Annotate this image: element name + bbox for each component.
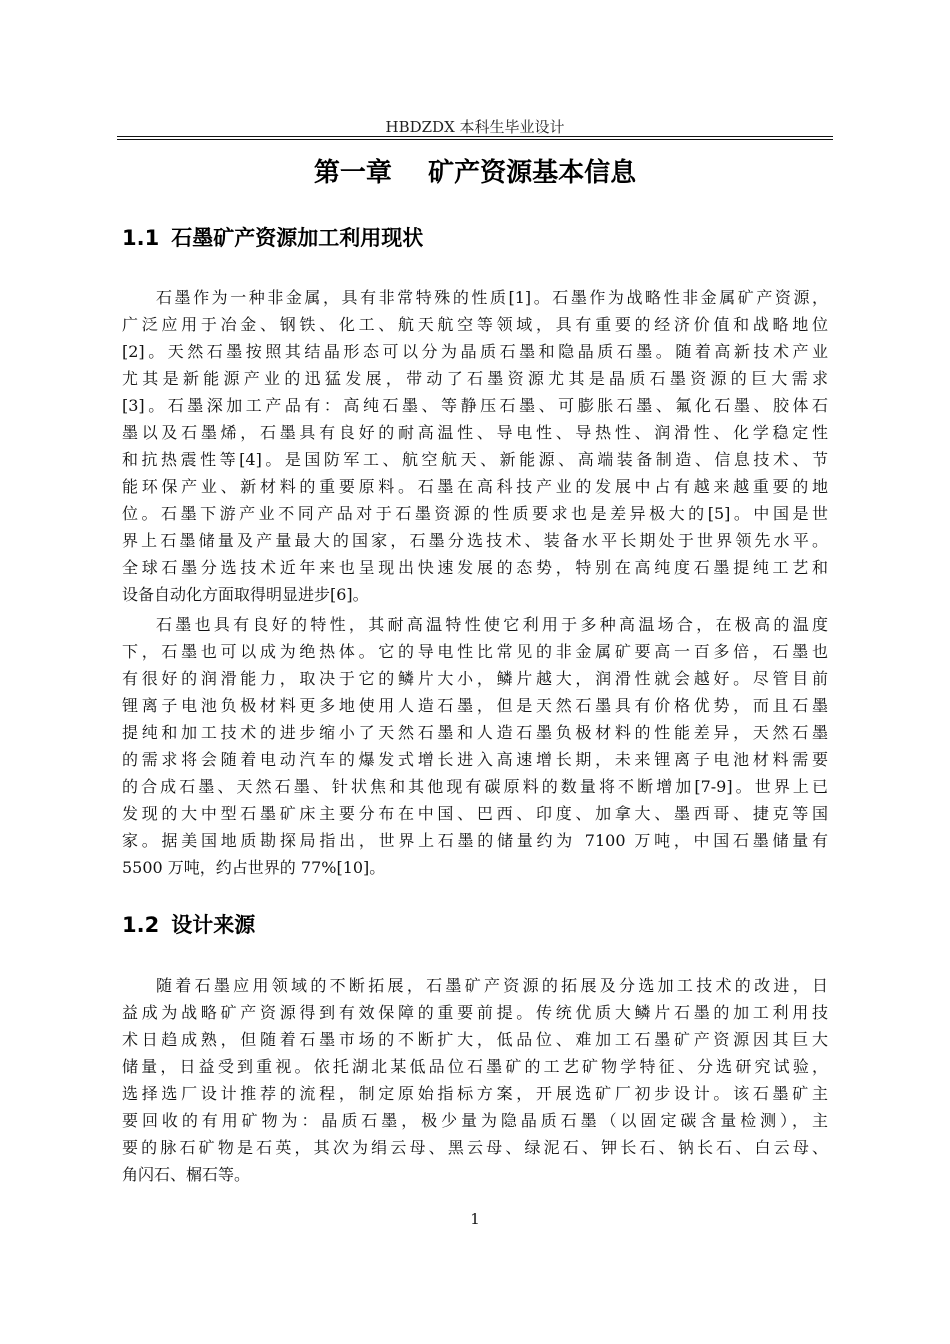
paragraph-line: 5500 万吨，约占世界的 77%[10]。 — [122, 858, 386, 877]
page-number: 1 — [470, 1210, 480, 1228]
paragraph-line: [3]。石墨深加工产品有：高纯石墨、等静压石墨、可膨胀石墨、氟化石墨、胶体石 — [122, 396, 828, 415]
section-1-2-paragraph-1 — [122, 972, 828, 1188]
section-heading-1-1 — [122, 223, 423, 253]
paragraph-line: 要回收的有用矿物为：晶质石墨，极少量为隐晶质石墨（以固定碳含量检测），主 — [122, 1111, 828, 1130]
paragraph-line: 和抗热震性等[4]。是国防军工、航空航天、新能源、高端装备制造、信息技术、节 — [122, 450, 828, 469]
paragraph-line: [2]。天然石墨按照其结晶形态可以分为晶质石墨和隐晶质石墨。随着高新技术产业 — [122, 342, 828, 361]
paragraph-line: 石墨也具有良好的特性，其耐高温特性使它利用于多种高温场合，在极高的温度 — [156, 615, 828, 634]
paragraph-line: 下，石墨也可以成为绝热体。它的导电性比常见的非金属矿要高一百多倍，石墨也 — [122, 642, 828, 661]
section-1-1-paragraph-1 — [122, 284, 828, 608]
section-title: 石墨矿产资源加工利用现状 — [171, 226, 424, 250]
paragraph-line: 储量，日益受到重视。依托湖北某低品位石墨矿的工艺矿物学特征、分选研究试验， — [122, 1057, 828, 1076]
section-1-1-paragraph-2 — [122, 611, 828, 881]
paragraph-line: 的需求将会随着电动汽车的爆发式增长进入高速增长期，未来锂离子电池材料需要 — [122, 750, 828, 769]
paragraph-line: 提纯和加工技术的进步缩小了天然石墨和人造石墨负极材料的性能差异，天然石墨 — [122, 723, 828, 742]
paragraph-line: 设备自动化方面取得明显进步[6]。 — [122, 585, 369, 604]
paragraph-line: 位。石墨下游产业不同产品对于石墨资源的性质要求也是差异极大的[5]。中国是世 — [122, 504, 828, 523]
paragraph-line: 广泛应用于冶金、钢铁、化工、航天航空等领域，具有重要的经济价值和战略地位 — [122, 315, 828, 334]
paragraph-line: 能环保产业、新材料的重要原料。石墨在高科技产业的发展中占有越来越重要的地 — [122, 477, 828, 496]
section-number: 1.1 — [122, 226, 160, 250]
paragraph-line: 全球石墨分选技术近年来也呈现出快速发展的态势，特别在高纯度石墨提纯工艺和 — [122, 558, 828, 577]
chapter-title: 第一章 矿产资源基本信息 — [313, 158, 637, 188]
paragraph-line: 选择选厂设计推荐的流程，制定原始指标方案，开展选矿厂初步设计。该石墨矿主 — [122, 1084, 828, 1103]
paragraph-line: 有很好的润滑能力，取决于它的鳞片大小，鳞片越大，润滑性就会越好。尽管目前 — [122, 669, 828, 688]
paragraph-line: 尤其是新能源产业的迅猛发展，带动了石墨资源尤其是晶质石墨资源的巨大需求 — [122, 369, 828, 388]
header-rule — [117, 136, 833, 140]
paragraph-line: 术日趋成熟，但随着石墨市场的不断扩大，低品位、难加工石墨矿产资源因其巨大 — [122, 1030, 828, 1049]
running-header: HBDZDX 本科生毕业设计 — [385, 118, 565, 136]
paragraph-line: 界上石墨储量及产量最大的国家，石墨分选技术、装备水平长期处于世界领先水平。 — [122, 531, 828, 550]
paragraph-line: 发现的大中型石墨矿床主要分布在中国、巴西、印度、加拿大、墨西哥、捷克等国 — [122, 804, 828, 823]
paragraph-line: 墨以及石墨烯，石墨具有良好的耐高温性、导电性、导热性、润滑性、化学稳定性 — [122, 423, 828, 442]
paragraph-line: 锂离子电池负极材料更多地使用人造石墨，但是天然石墨具有价格优势，而且石墨 — [122, 696, 828, 715]
paragraph-line: 益成为战略矿产资源得到有效保障的重要前提。传统优质大鳞片石墨的加工利用技 — [122, 1003, 828, 1022]
paragraph-line: 要的脉石矿物是石英，其次为绢云母、黑云母、绿泥石、钾长石、钠长石、白云母、 — [122, 1138, 828, 1157]
paragraph-line: 角闪石、榍石等。 — [122, 1165, 251, 1184]
section-number: 1.2 — [122, 913, 160, 937]
section-heading-1-2 — [122, 910, 255, 940]
section-title: 设计来源 — [171, 913, 256, 937]
paragraph-line: 家。据美国地质勘探局指出，世界上石墨的储量约为 7100 万吨，中国石墨储量有 — [122, 831, 828, 850]
paragraph-line: 随着石墨应用领域的不断拓展，石墨矿产资源的拓展及分选加工技术的改进，日 — [156, 976, 828, 995]
paragraph-line: 石墨作为一种非金属，具有非常特殊的性质[1]。石墨作为战略性非金属矿产资源， — [156, 288, 828, 307]
paragraph-line: 的合成石墨、天然石墨、针状焦和其他现有碳原料的数量将不断增加[7-9]。世界上已 — [122, 777, 828, 796]
